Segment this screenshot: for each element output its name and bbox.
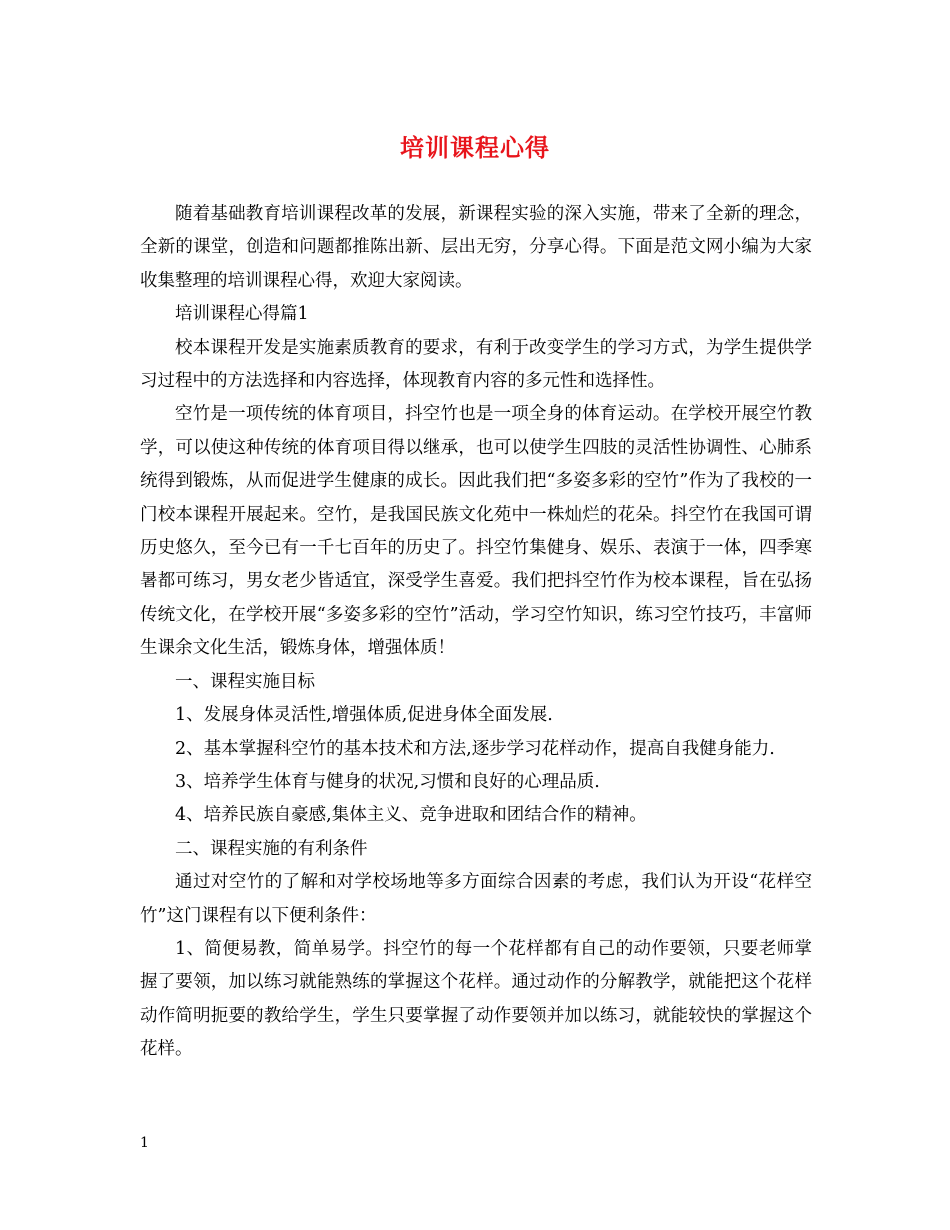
paragraph: 校本课程开发是实施素质教育的要求，有利于改变学生的学习方式，为学生提供学习过程中的方法选择和内容选择，体现教育内容的多元性和选择性。 [140, 337, 812, 392]
document-body [140, 198, 812, 1067]
list-item: 4、培养民族自豪感,集体主义、竞争进取和团结合作的精神。 [175, 805, 647, 826]
paragraph: 随着基础教育培训课程改革的发展，新课程实验的深入实施，带来了全新的理念，全新的课堂，创造和问题都推陈出新、层出无穷，分享心得。下面是范文网小编为大家收集整理的培训课程心得，欢迎大家阅读。 [140, 204, 812, 291]
paragraph: 1、简便易教，简单易学。抖空竹的每一个花样都有自己的动作要领，只要老师掌握了要领，加以练习就能熟练的掌握这个花样。通过动作的分解教学，就能把这个花样动作简明扼要的教给学生，学生只要掌握了动作要领并加以练习，就能较快的掌握这个花样。 [140, 938, 812, 1060]
list-item: 1、发展身体灵活性,增强体质,促进身体全面发展. [175, 705, 553, 726]
list-item: 3、培养学生体育与健身的状况,习惯和良好的心理品质. [175, 771, 600, 792]
section-heading: 一、课程实施目标 [175, 671, 315, 692]
document-title: 培训课程心得 [400, 133, 550, 162]
paragraph: 空竹是一项传统的体育项目，抖空竹也是一项全身的体育运动。在学校开展空竹教学，可以使这种传统的体育项目得以继承，也可以使学生四肢的灵活性协调性、心肺系统得到锻炼，从而促进学生健康的成长。因此我们把“多姿多彩的空竹”作为了我校的一门校本课程开展起来。空竹，是我国民族文化苑中一株灿烂的花朵。抖空竹在我国可谓历史悠久，至今已有一千七百年的历史了。抖空竹集健身、娱乐、表演于一体，四季寒暑都可练习，男女老少皆适宜，深受学生喜爱。我们把抖空竹作为校本课程，旨在弘扬传统文化，在学校开展“多姿多彩的空竹”活动，学习空竹知识，练习空竹技巧，丰富师生课余文化生活，锻炼身体，增强体质！ [140, 404, 812, 659]
section-heading: 培训课程心得篇1 [175, 304, 309, 325]
page-number: 1 [140, 1135, 149, 1151]
paragraph: 通过对空竹的了解和对学校场地等多方面综合因素的考虑，我们认为开设“花样空竹”这门课程有以下便利条件： [140, 872, 812, 926]
list-item: 2、基本掌握科空竹的基本技术和方法,逐步学习花样动作，提高自我健身能力. [175, 738, 775, 759]
section-heading: 二、课程实施的有利条件 [175, 838, 368, 859]
